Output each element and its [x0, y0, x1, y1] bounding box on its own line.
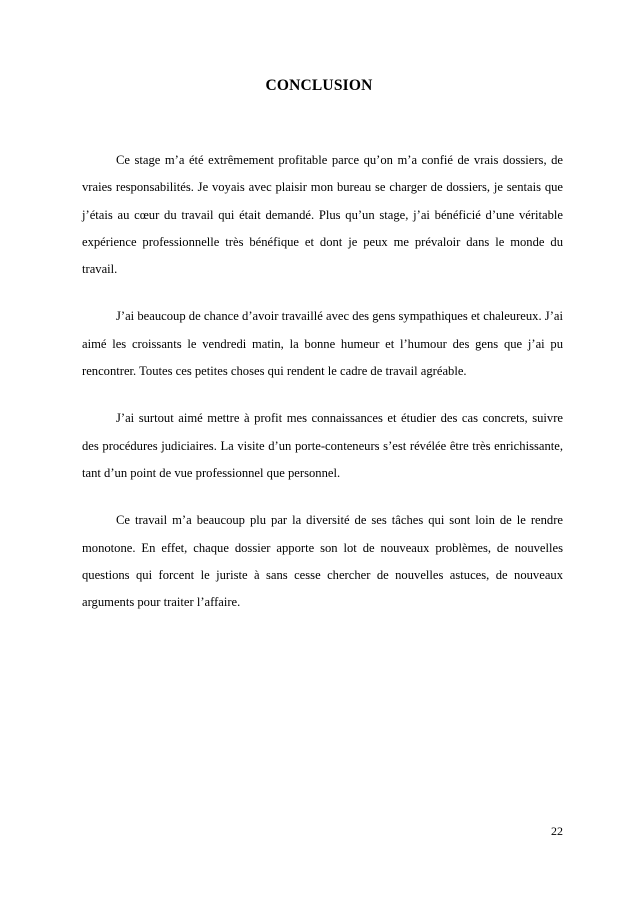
paragraph-3: J’ai surtout aimé mettre à profit mes connaissances et étudier des cas concrets, suivre des procédures judiciaires. La visite d’un porte-conteneurs s’est révélée être très enrichissante, tant d’un point de vue professionnel que personnel. — [82, 411, 563, 480]
paragraph-2: J’ai beaucoup de chance d’avoir travaillé avec des gens sympathiques et chaleureux. J’ai aimé les croissants le vendredi matin, la bonne humeur et l’humour des gens que j’ai pu rencontrer. Toutes ces petites choses qui rendent le cadre de travail agréable. — [82, 309, 563, 379]
document-body — [82, 147, 563, 636]
page-title: CONCLUSION — [265, 77, 373, 94]
paragraph-4: Ce travail m’a beaucoup plu par la diversité de ses tâches qui sont loin de le rendre monotone. En effet, chaque dossier apporte son lot de nouveaux problèmes, de nouvelles questions qui forcent le juriste à sans cesse chercher de nouvelles astuces, de nouveaux arguments pour traiter l’affaire. — [82, 513, 563, 610]
paragraph-1: Ce stage m’a été extrêmement profitable parce qu’on m’a confié de vrais dossiers, de vraies responsabilités. Je voyais avec plaisir mon bureau se charger de dossiers, je sentais que j’étais au cœur du travail qui était demandé. Plus qu’un stage, j’ai bénéficié d’une véritable expérience professionnelle très bénéfique et dont je peux me prévaloir dans le monde du travail. — [82, 153, 563, 277]
page-number: 22 — [551, 824, 563, 838]
